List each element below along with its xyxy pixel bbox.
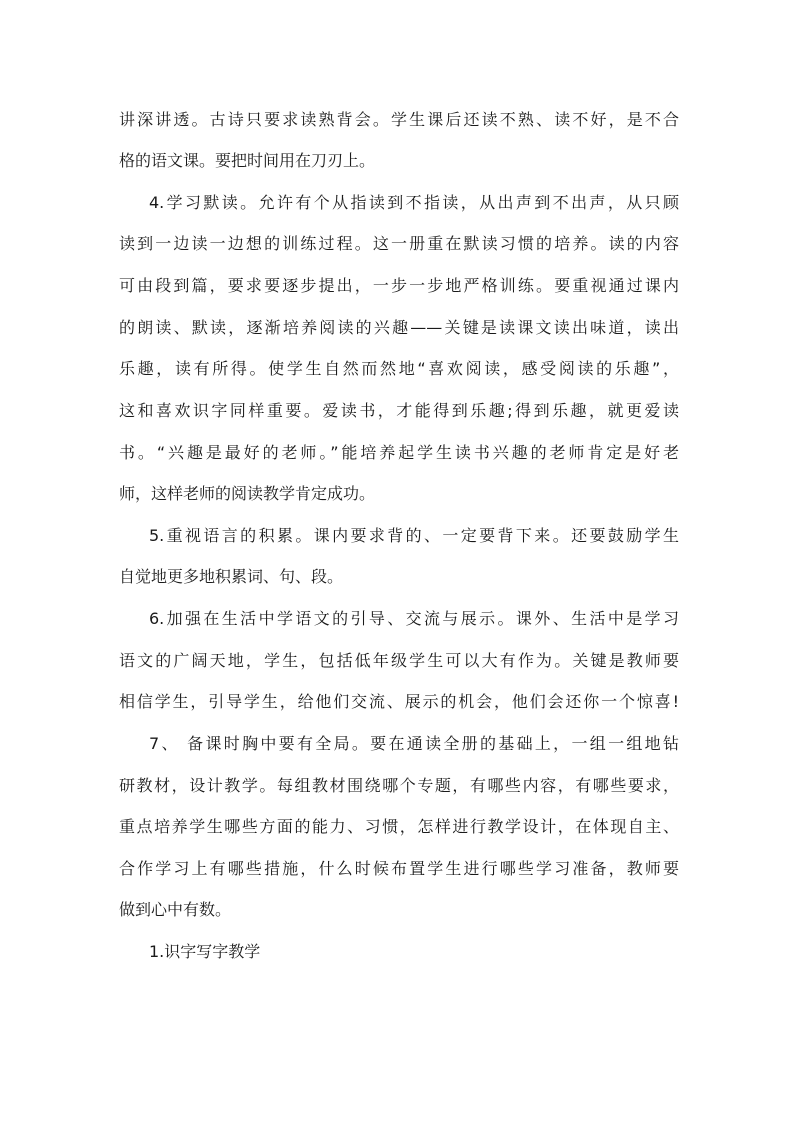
text-line: 4.学习默读。允许有个从指读到不指读，从出声到不出声，从只顾 — [149, 193, 679, 212]
text-line: 5.重视语言的积累。课内要求背的、一定要背下来。还要鼓励学生 — [149, 526, 679, 545]
text-line: 相信学生，引导学生，给他们交流、展示的机会，他们会还你一个惊喜! — [119, 692, 679, 711]
text-line: 可由段到篇，要求要逐步提出，一步一步地严格训练。要重视通过课内 — [119, 276, 679, 295]
text-line: 做到心中有数。 — [119, 900, 232, 919]
text-line: 7、 备课时胸中要有全局。要在通读全册的基础上，一组一组地钻 — [149, 734, 679, 753]
text-line: 的朗读、默读，逐渐培养阅读的兴趣——关键是读课文读出味道，读出 — [119, 318, 679, 337]
text-line: 研教材，设计教学。每组教材围绕哪个专题，有哪些内容，有哪些要求， — [119, 776, 679, 795]
text-line: 师，这样老师的阅读教学肯定成功。 — [119, 484, 376, 503]
text-line: 读到一边读一边想的训练过程。这一册重在默读习惯的培养。读的内容 — [119, 234, 679, 253]
text-line: 合作学习上有哪些措施，什么时候布置学生进行哪些学习准备，教师要 — [119, 859, 679, 878]
text-line: 讲深讲透。古诗只要求读熟背会。学生课后还读不熟、读不好，是不合 — [119, 110, 679, 129]
section-heading: 1.识字写字教学 — [149, 942, 261, 961]
text-line: 重点培养学生哪些方面的能力、习惯，怎样进行教学设计，在体现自主、 — [119, 817, 679, 836]
text-line: 语文的广阔天地，学生，包括低年级学生可以大有作为。关键是教师要 — [119, 651, 679, 670]
text-line: 格的语文课。要把时间用在刀刃上。 — [119, 151, 376, 170]
text-line: 自觉地更多地积累词、句、段。 — [119, 567, 344, 586]
text-line: 乐趣，读有所得。使学生自然而然地“喜欢阅读，感受阅读的乐趣”， — [119, 359, 679, 378]
text-line: 书。“兴趣是最好的老师。”能培养起学生读书兴趣的老师肯定是好老 — [119, 443, 679, 462]
text-line: 这和喜欢识字同样重要。爱读书，才能得到乐趣;得到乐趣，就更爱读 — [119, 401, 679, 420]
text-line: 6.加强在生活中学语文的引导、交流与展示。课外、生活中是学习 — [149, 609, 679, 628]
